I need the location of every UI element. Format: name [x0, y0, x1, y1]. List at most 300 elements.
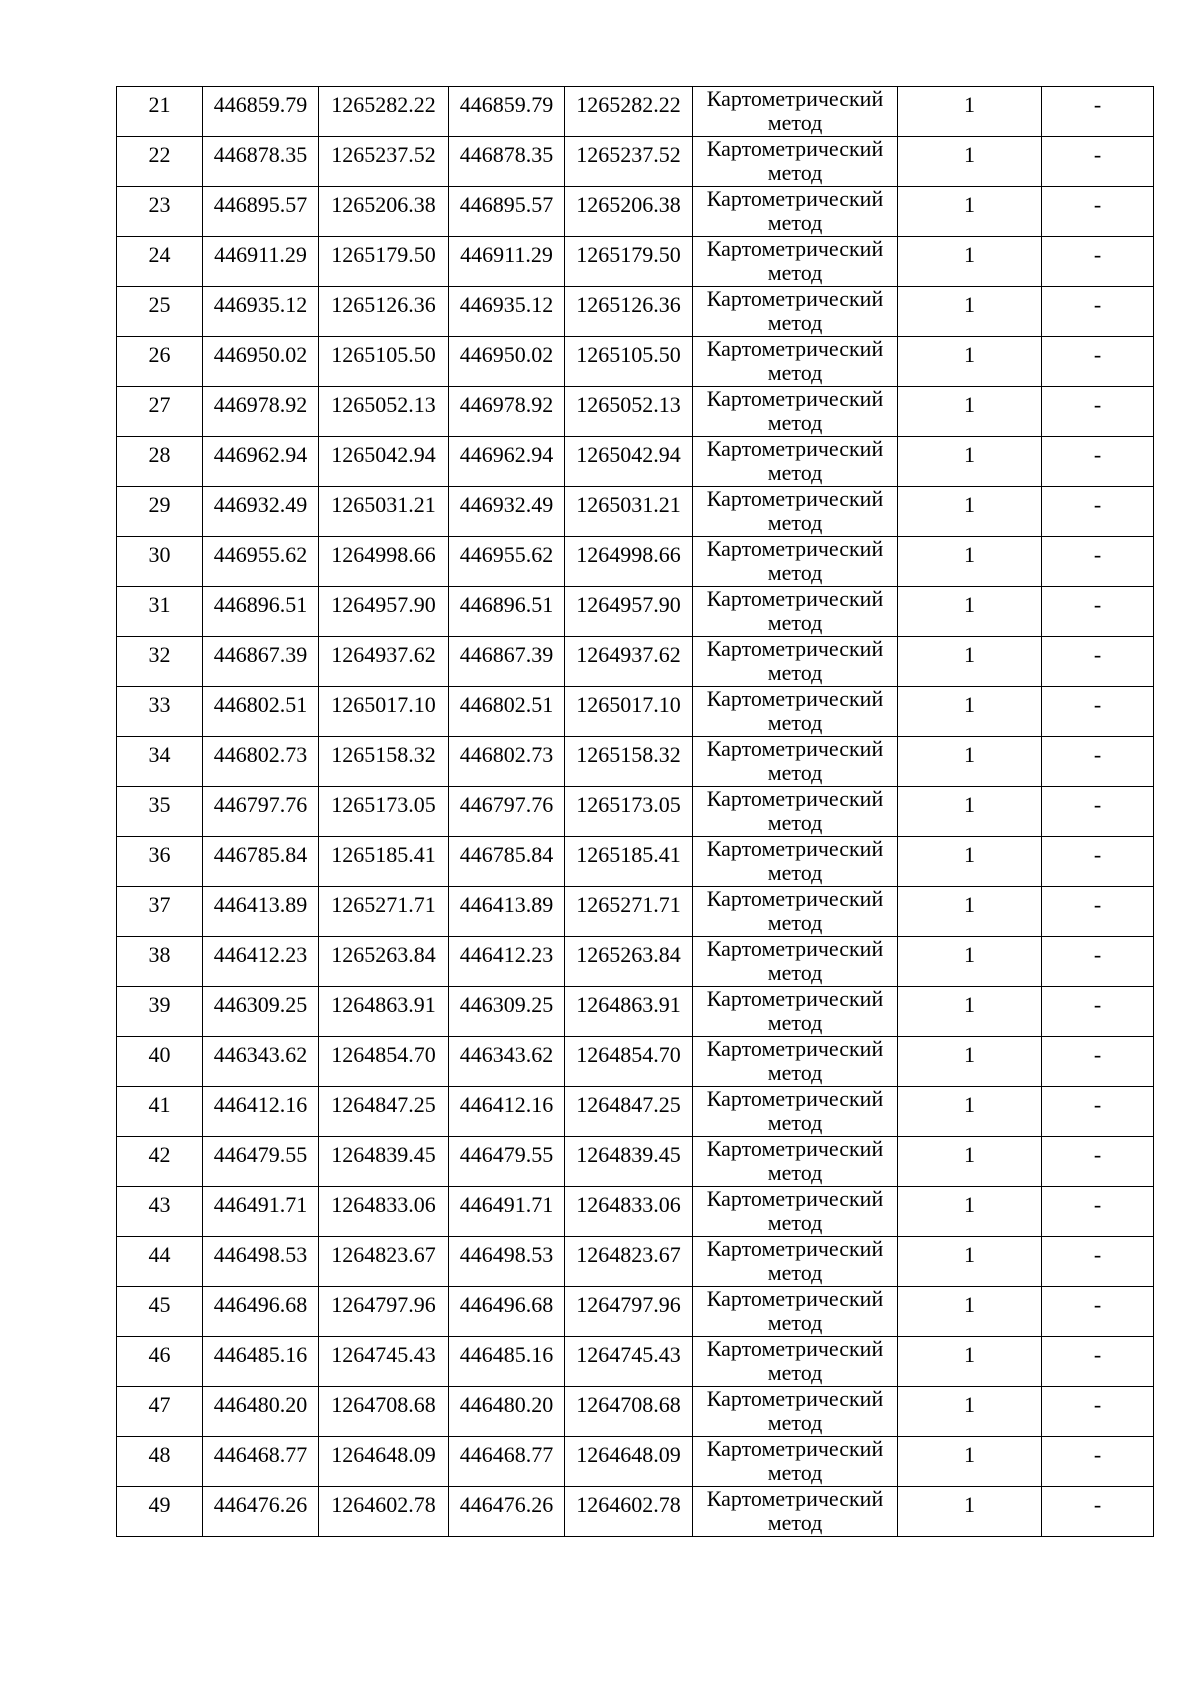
method-name-line: Картометрический [706, 486, 884, 511]
point-number-cell: 21 [117, 87, 203, 137]
x-coordinate-repeat-cell: 446412.16 [449, 1087, 565, 1137]
y-coordinate-cell: 1264833.06 [319, 1187, 449, 1237]
note-cell: - [1042, 887, 1154, 937]
y-coordinate-repeat-cell: 1265031.21 [565, 487, 693, 537]
method-word-line: метод [767, 1260, 823, 1285]
table-row [117, 687, 1154, 737]
method-word-line: метод [767, 510, 823, 535]
accuracy-cell: 1 [898, 187, 1042, 237]
method-cell [693, 737, 898, 787]
x-coordinate-repeat-cell: 446785.84 [449, 837, 565, 887]
accuracy-cell: 1 [898, 437, 1042, 487]
method-word-line: метод [767, 1010, 823, 1035]
x-coordinate-repeat-cell: 446479.55 [449, 1137, 565, 1187]
coordinates-table [116, 86, 1154, 1537]
y-coordinate-repeat-cell: 1264957.90 [565, 587, 693, 637]
point-number-cell: 39 [117, 987, 203, 1037]
x-coordinate-repeat-cell: 446950.02 [449, 337, 565, 387]
point-number-cell: 25 [117, 287, 203, 337]
x-coordinate-repeat-cell: 446485.16 [449, 1337, 565, 1387]
y-coordinate-cell: 1264602.78 [319, 1487, 449, 1537]
accuracy-cell: 1 [898, 1187, 1042, 1237]
method-name-line: Картометрический [706, 336, 884, 361]
point-number-cell: 42 [117, 1137, 203, 1187]
method-word-line: метод [767, 360, 823, 385]
note-cell: - [1042, 87, 1154, 137]
y-coordinate-repeat-cell: 1265017.10 [565, 687, 693, 737]
method-name-line: Картометрический [706, 1086, 884, 1111]
method-cell [693, 437, 898, 487]
method-word-line: метод [767, 660, 823, 685]
method-name-line: Картометрический [706, 1286, 884, 1311]
table-row [117, 387, 1154, 437]
x-coordinate-cell: 446911.29 [203, 237, 319, 287]
method-cell [693, 937, 898, 987]
method-name-line: Картометрический [706, 1336, 884, 1361]
accuracy-cell: 1 [898, 1087, 1042, 1137]
x-coordinate-cell: 446476.26 [203, 1487, 319, 1537]
y-coordinate-cell: 1265282.22 [319, 87, 449, 137]
y-coordinate-repeat-cell: 1265105.50 [565, 337, 693, 387]
method-name-line: Картометрический [706, 986, 884, 1011]
x-coordinate-repeat-cell: 446867.39 [449, 637, 565, 687]
method-word-line: метод [767, 260, 823, 285]
method-name-line: Картометрический [706, 86, 884, 111]
table-row [117, 437, 1154, 487]
point-number-cell: 43 [117, 1187, 203, 1237]
y-coordinate-cell: 1265042.94 [319, 437, 449, 487]
point-number-cell: 27 [117, 387, 203, 437]
y-coordinate-repeat-cell: 1265126.36 [565, 287, 693, 337]
x-coordinate-cell: 446896.51 [203, 587, 319, 637]
method-word-line: метод [767, 910, 823, 935]
method-name-line: Картометрический [706, 686, 884, 711]
accuracy-cell: 1 [898, 637, 1042, 687]
y-coordinate-cell: 1264847.25 [319, 1087, 449, 1137]
method-name-line: Картометрический [706, 936, 884, 961]
y-coordinate-cell: 1264937.62 [319, 637, 449, 687]
x-coordinate-cell: 446978.92 [203, 387, 319, 437]
note-cell: - [1042, 187, 1154, 237]
table-row [117, 1287, 1154, 1337]
x-coordinate-repeat-cell: 446468.77 [449, 1437, 565, 1487]
y-coordinate-cell: 1265126.36 [319, 287, 449, 337]
x-coordinate-repeat-cell: 446413.89 [449, 887, 565, 937]
point-number-cell: 46 [117, 1337, 203, 1387]
accuracy-cell: 1 [898, 337, 1042, 387]
method-cell [693, 1187, 898, 1237]
y-coordinate-cell: 1264823.67 [319, 1237, 449, 1287]
y-coordinate-cell: 1264708.68 [319, 1387, 449, 1437]
method-cell [693, 987, 898, 1037]
x-coordinate-repeat-cell: 446859.79 [449, 87, 565, 137]
method-word-line: метод [767, 860, 823, 885]
y-coordinate-repeat-cell: 1264937.62 [565, 637, 693, 687]
point-number-cell: 45 [117, 1287, 203, 1337]
method-word-line: метод [767, 1410, 823, 1435]
y-coordinate-repeat-cell: 1265158.32 [565, 737, 693, 787]
y-coordinate-repeat-cell: 1265237.52 [565, 137, 693, 187]
y-coordinate-repeat-cell: 1264833.06 [565, 1187, 693, 1237]
x-coordinate-repeat-cell: 446932.49 [449, 487, 565, 537]
y-coordinate-cell: 1264998.66 [319, 537, 449, 587]
method-name-line: Картометрический [706, 636, 884, 661]
note-cell: - [1042, 987, 1154, 1037]
x-coordinate-repeat-cell: 446309.25 [449, 987, 565, 1037]
method-name-line: Картометрический [706, 1236, 884, 1261]
method-word-line: метод [767, 610, 823, 635]
method-word-line: метод [767, 410, 823, 435]
x-coordinate-repeat-cell: 446412.23 [449, 937, 565, 987]
method-name-line: Картометрический [706, 536, 884, 561]
accuracy-cell: 1 [898, 1237, 1042, 1287]
note-cell: - [1042, 937, 1154, 987]
method-cell [693, 237, 898, 287]
method-word-line: метод [767, 760, 823, 785]
accuracy-cell: 1 [898, 1437, 1042, 1487]
note-cell: - [1042, 637, 1154, 687]
table-row [117, 1237, 1154, 1287]
point-number-cell: 47 [117, 1387, 203, 1437]
y-coordinate-repeat-cell: 1264708.68 [565, 1387, 693, 1437]
x-coordinate-cell: 446498.53 [203, 1237, 319, 1287]
note-cell: - [1042, 1437, 1154, 1487]
note-cell: - [1042, 237, 1154, 287]
table-row [117, 737, 1154, 787]
note-cell: - [1042, 1387, 1154, 1437]
point-number-cell: 36 [117, 837, 203, 887]
method-word-line: метод [767, 110, 823, 135]
table-row [117, 187, 1154, 237]
note-cell: - [1042, 687, 1154, 737]
x-coordinate-cell: 446496.68 [203, 1287, 319, 1337]
accuracy-cell: 1 [898, 887, 1042, 937]
x-coordinate-cell: 446343.62 [203, 1037, 319, 1087]
table-row [117, 1487, 1154, 1537]
y-coordinate-cell: 1264839.45 [319, 1137, 449, 1187]
point-number-cell: 44 [117, 1237, 203, 1287]
point-number-cell: 35 [117, 787, 203, 837]
y-coordinate-repeat-cell: 1265173.05 [565, 787, 693, 837]
note-cell: - [1042, 1037, 1154, 1087]
table-body [117, 87, 1154, 1537]
point-number-cell: 28 [117, 437, 203, 487]
x-coordinate-cell: 446491.71 [203, 1187, 319, 1237]
method-cell [693, 837, 898, 887]
point-number-cell: 26 [117, 337, 203, 387]
accuracy-cell: 1 [898, 1137, 1042, 1187]
accuracy-cell: 1 [898, 837, 1042, 887]
point-number-cell: 37 [117, 887, 203, 937]
table-row [117, 137, 1154, 187]
method-cell [693, 1137, 898, 1187]
method-cell [693, 637, 898, 687]
method-name-line: Картометрический [706, 736, 884, 761]
note-cell: - [1042, 137, 1154, 187]
method-word-line: метод [767, 1210, 823, 1235]
method-name-line: Картометрический [706, 1386, 884, 1411]
x-coordinate-cell: 446867.39 [203, 637, 319, 687]
x-coordinate-repeat-cell: 446498.53 [449, 1237, 565, 1287]
x-coordinate-repeat-cell: 446978.92 [449, 387, 565, 437]
method-name-line: Картометрический [706, 386, 884, 411]
table-row [117, 587, 1154, 637]
y-coordinate-repeat-cell: 1265179.50 [565, 237, 693, 287]
table-row [117, 1387, 1154, 1437]
method-name-line: Картометрический [706, 886, 884, 911]
note-cell: - [1042, 1487, 1154, 1537]
note-cell: - [1042, 1237, 1154, 1287]
y-coordinate-cell: 1265185.41 [319, 837, 449, 887]
y-coordinate-cell: 1264797.96 [319, 1287, 449, 1337]
accuracy-cell: 1 [898, 1337, 1042, 1387]
method-cell [693, 1387, 898, 1437]
method-cell [693, 1037, 898, 1087]
y-coordinate-repeat-cell: 1264863.91 [565, 987, 693, 1037]
y-coordinate-repeat-cell: 1264602.78 [565, 1487, 693, 1537]
point-number-cell: 30 [117, 537, 203, 587]
method-name-line: Картометрический [706, 1436, 884, 1461]
x-coordinate-cell: 446785.84 [203, 837, 319, 887]
accuracy-cell: 1 [898, 287, 1042, 337]
point-number-cell: 32 [117, 637, 203, 687]
table-row [117, 887, 1154, 937]
table-row [117, 987, 1154, 1037]
accuracy-cell: 1 [898, 1387, 1042, 1437]
accuracy-cell: 1 [898, 1287, 1042, 1337]
x-coordinate-cell: 446955.62 [203, 537, 319, 587]
method-name-line: Картометрический [706, 586, 884, 611]
note-cell: - [1042, 1337, 1154, 1387]
y-coordinate-repeat-cell: 1265206.38 [565, 187, 693, 237]
point-number-cell: 38 [117, 937, 203, 987]
accuracy-cell: 1 [898, 87, 1042, 137]
method-cell [693, 1487, 898, 1537]
table-row [117, 1187, 1154, 1237]
table-row [117, 1337, 1154, 1387]
y-coordinate-repeat-cell: 1265042.94 [565, 437, 693, 487]
x-coordinate-cell: 446935.12 [203, 287, 319, 337]
accuracy-cell: 1 [898, 1487, 1042, 1537]
y-coordinate-cell: 1265206.38 [319, 187, 449, 237]
x-coordinate-repeat-cell: 446896.51 [449, 587, 565, 637]
note-cell: - [1042, 837, 1154, 887]
method-name-line: Картометрический [706, 436, 884, 461]
accuracy-cell: 1 [898, 1037, 1042, 1087]
table-row [117, 1087, 1154, 1137]
table-row [117, 87, 1154, 137]
method-cell [693, 537, 898, 587]
point-number-cell: 33 [117, 687, 203, 737]
y-coordinate-cell: 1264957.90 [319, 587, 449, 637]
x-coordinate-cell: 446468.77 [203, 1437, 319, 1487]
method-cell [693, 187, 898, 237]
x-coordinate-cell: 446479.55 [203, 1137, 319, 1187]
accuracy-cell: 1 [898, 937, 1042, 987]
note-cell: - [1042, 587, 1154, 637]
y-coordinate-cell: 1265237.52 [319, 137, 449, 187]
x-coordinate-cell: 446485.16 [203, 1337, 319, 1387]
method-cell [693, 1437, 898, 1487]
y-coordinate-repeat-cell: 1264648.09 [565, 1437, 693, 1487]
x-coordinate-cell: 446950.02 [203, 337, 319, 387]
method-word-line: метод [767, 1310, 823, 1335]
y-coordinate-cell: 1264863.91 [319, 987, 449, 1037]
accuracy-cell: 1 [898, 487, 1042, 537]
y-coordinate-repeat-cell: 1264847.25 [565, 1087, 693, 1137]
y-coordinate-repeat-cell: 1264823.67 [565, 1237, 693, 1287]
table-row [117, 487, 1154, 537]
method-word-line: метод [767, 160, 823, 185]
y-coordinate-repeat-cell: 1264745.43 [565, 1337, 693, 1387]
method-cell [693, 387, 898, 437]
x-coordinate-cell: 446859.79 [203, 87, 319, 137]
note-cell: - [1042, 1187, 1154, 1237]
table-row [117, 1037, 1154, 1087]
x-coordinate-repeat-cell: 446911.29 [449, 237, 565, 287]
note-cell: - [1042, 537, 1154, 587]
y-coordinate-repeat-cell: 1264797.96 [565, 1287, 693, 1337]
method-word-line: метод [767, 1360, 823, 1385]
x-coordinate-cell: 446802.51 [203, 687, 319, 737]
y-coordinate-cell: 1265017.10 [319, 687, 449, 737]
method-name-line: Картометрический [706, 136, 884, 161]
method-cell [693, 337, 898, 387]
x-coordinate-repeat-cell: 446962.94 [449, 437, 565, 487]
method-cell [693, 1087, 898, 1137]
accuracy-cell: 1 [898, 587, 1042, 637]
y-coordinate-repeat-cell: 1265052.13 [565, 387, 693, 437]
method-cell [693, 787, 898, 837]
method-cell [693, 687, 898, 737]
point-number-cell: 34 [117, 737, 203, 787]
point-number-cell: 22 [117, 137, 203, 187]
x-coordinate-cell: 446895.57 [203, 187, 319, 237]
method-name-line: Картометрический [706, 286, 884, 311]
method-cell [693, 87, 898, 137]
point-number-cell: 41 [117, 1087, 203, 1137]
x-coordinate-cell: 446412.23 [203, 937, 319, 987]
table-row [117, 837, 1154, 887]
method-cell [693, 587, 898, 637]
method-name-line: Картометрический [706, 786, 884, 811]
note-cell: - [1042, 437, 1154, 487]
method-word-line: метод [767, 210, 823, 235]
method-cell [693, 487, 898, 537]
x-coordinate-cell: 446932.49 [203, 487, 319, 537]
note-cell: - [1042, 1287, 1154, 1337]
y-coordinate-cell: 1265052.13 [319, 387, 449, 437]
method-word-line: метод [767, 310, 823, 335]
note-cell: - [1042, 387, 1154, 437]
x-coordinate-repeat-cell: 446878.35 [449, 137, 565, 187]
y-coordinate-cell: 1264854.70 [319, 1037, 449, 1087]
x-coordinate-cell: 446962.94 [203, 437, 319, 487]
point-number-cell: 24 [117, 237, 203, 287]
x-coordinate-repeat-cell: 446480.20 [449, 1387, 565, 1437]
accuracy-cell: 1 [898, 737, 1042, 787]
y-coordinate-cell: 1264648.09 [319, 1437, 449, 1487]
method-word-line: метод [767, 1160, 823, 1185]
method-cell [693, 137, 898, 187]
note-cell: - [1042, 787, 1154, 837]
method-name-line: Картометрический [706, 236, 884, 261]
method-name-line: Картометрический [706, 186, 884, 211]
method-word-line: метод [767, 460, 823, 485]
x-coordinate-repeat-cell: 446935.12 [449, 287, 565, 337]
point-number-cell: 23 [117, 187, 203, 237]
y-coordinate-cell: 1265173.05 [319, 787, 449, 837]
x-coordinate-cell: 446412.16 [203, 1087, 319, 1137]
y-coordinate-cell: 1265263.84 [319, 937, 449, 987]
x-coordinate-repeat-cell: 446895.57 [449, 187, 565, 237]
method-name-line: Картометрический [706, 1136, 884, 1161]
table-row [117, 637, 1154, 687]
table-row [117, 287, 1154, 337]
x-coordinate-cell: 446878.35 [203, 137, 319, 187]
x-coordinate-cell: 446797.76 [203, 787, 319, 837]
y-coordinate-repeat-cell: 1264854.70 [565, 1037, 693, 1087]
point-number-cell: 49 [117, 1487, 203, 1537]
x-coordinate-repeat-cell: 446797.76 [449, 787, 565, 837]
y-coordinate-repeat-cell: 1264839.45 [565, 1137, 693, 1187]
x-coordinate-repeat-cell: 446343.62 [449, 1037, 565, 1087]
accuracy-cell: 1 [898, 237, 1042, 287]
accuracy-cell: 1 [898, 687, 1042, 737]
note-cell: - [1042, 487, 1154, 537]
y-coordinate-repeat-cell: 1265185.41 [565, 837, 693, 887]
note-cell: - [1042, 1087, 1154, 1137]
method-cell [693, 287, 898, 337]
method-name-line: Картометрический [706, 1186, 884, 1211]
y-coordinate-repeat-cell: 1265282.22 [565, 87, 693, 137]
method-name-line: Картометрический [706, 836, 884, 861]
x-coordinate-repeat-cell: 446955.62 [449, 537, 565, 587]
method-word-line: метод [767, 1510, 823, 1535]
note-cell: - [1042, 1137, 1154, 1187]
method-cell [693, 1287, 898, 1337]
x-coordinate-cell: 446309.25 [203, 987, 319, 1037]
method-word-line: метод [767, 560, 823, 585]
method-cell [693, 887, 898, 937]
note-cell: - [1042, 737, 1154, 787]
method-word-line: метод [767, 960, 823, 985]
method-cell [693, 1337, 898, 1387]
accuracy-cell: 1 [898, 137, 1042, 187]
table-row [117, 937, 1154, 987]
y-coordinate-cell: 1264745.43 [319, 1337, 449, 1387]
y-coordinate-cell: 1265105.50 [319, 337, 449, 387]
note-cell: - [1042, 337, 1154, 387]
point-number-cell: 31 [117, 587, 203, 637]
accuracy-cell: 1 [898, 987, 1042, 1037]
table-row [117, 337, 1154, 387]
point-number-cell: 48 [117, 1437, 203, 1487]
method-word-line: метод [767, 710, 823, 735]
table-row [117, 537, 1154, 587]
method-name-line: Картометрический [706, 1486, 884, 1511]
method-word-line: метод [767, 1460, 823, 1485]
method-word-line: метод [767, 1060, 823, 1085]
note-cell: - [1042, 287, 1154, 337]
x-coordinate-repeat-cell: 446491.71 [449, 1187, 565, 1237]
accuracy-cell: 1 [898, 387, 1042, 437]
table-row [117, 787, 1154, 837]
method-word-line: метод [767, 1110, 823, 1135]
accuracy-cell: 1 [898, 787, 1042, 837]
x-coordinate-cell: 446802.73 [203, 737, 319, 787]
y-coordinate-repeat-cell: 1265263.84 [565, 937, 693, 987]
